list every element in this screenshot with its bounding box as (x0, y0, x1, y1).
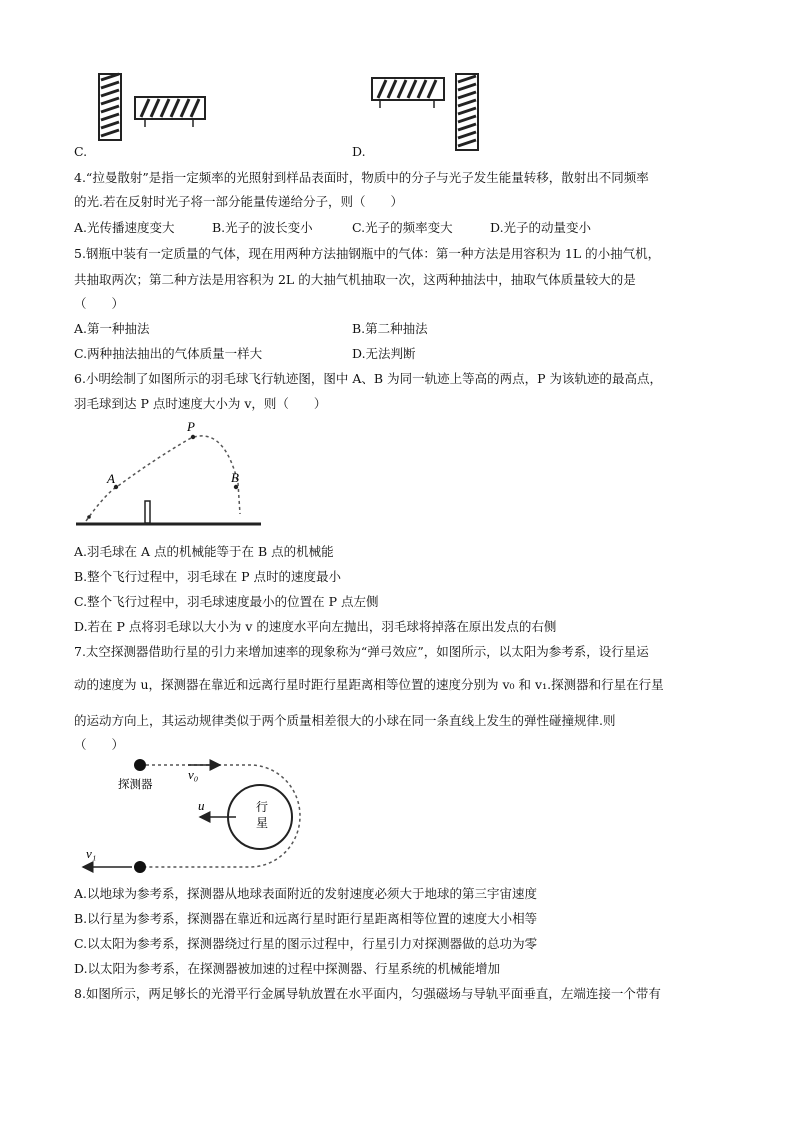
q4-stem-line1: 4.“拉曼散射”是指一定频率的光照射到样品表面时，物质中的分子与光子发生能量转移，散射出不同频率 (74, 170, 649, 185)
q4-option-d: D.光子的动量变小 (490, 220, 592, 235)
q6-option-b: B.整个飞行过程中，羽毛球在 P 点时的速度最小 (74, 569, 342, 584)
q7-stem-line2: 动的速度为 u，探测器在靠近和远离行星时距行星距离相等位置的速度分别为 v₀ 和 v₁.探测器和行星在行星 (74, 677, 664, 692)
label-u: u (198, 798, 205, 813)
option-d-label: D. (352, 144, 366, 159)
figure-shuttlecock-trajectory (76, 418, 266, 533)
figure-option-d (370, 72, 490, 152)
q5-stem-line3: （ ） (74, 296, 125, 311)
q6-option-a: A.羽毛球在 A 点的机械能等于在 B 点的机械能 (74, 544, 334, 559)
label-p: P (187, 419, 195, 434)
q5-stem-line2: 共抽取两次；第二种方法是用容积为 2L 的大抽气机抽取一次，这两种抽法中，抽取气体质量较大的是 (74, 272, 636, 287)
q6-stem-line2: 羽毛球到达 P 点时速度大小为 v，则（ ） (74, 396, 327, 411)
net (145, 501, 150, 523)
point-p (191, 435, 195, 439)
figure-slingshot-effect (80, 757, 330, 882)
probe-outgoing (134, 861, 146, 873)
point-b (234, 485, 238, 489)
q5-stem-line1: 5.钢瓶中装有一定质量的气体，现在用两种方法抽钢瓶中的气体：第一种方法是用容积为 1L 的小抽气机， (74, 246, 661, 261)
figure-option-c (95, 72, 215, 142)
q4-option-b: B.光子的波长变小 (212, 220, 313, 235)
label-a: A (107, 471, 115, 486)
q7-stem-line3: 的运动方向上，其运动规律类似于两个质量相差很大的小球在同一条直线上发生的弹性碰撞规律.则 (74, 713, 616, 728)
q6-option-c: C.整个飞行过程中，羽毛球速度最小的位置在 P 点左侧 (74, 594, 379, 609)
q6-stem-line1: 6.小明绘制了如图所示的羽毛球飞行轨迹图，图中 A、B 为同一轨迹上等高的两点，P 为该轨迹的最高点， (74, 371, 662, 386)
label-planet-1: 行 (256, 800, 269, 814)
q4-option-c: C.光子的频率变大 (352, 220, 453, 235)
q7-option-c: C.以太阳为参考系，探测器绕过行星的图示过程中，行星引力对探测器做的总功为零 (74, 936, 538, 951)
q5-option-a: A.第一种抽法 (74, 321, 150, 336)
label-v1: v₁ (86, 846, 97, 861)
label-b: B (231, 470, 239, 485)
option-c-label: C. (74, 144, 88, 159)
q7-option-a: A.以地球为参考系，探测器从地球表面附近的发射速度必须大于地球的第三宇宙速度 (74, 886, 538, 901)
q6-option-d: D.若在 P 点将羽毛球以大小为 v 的速度水平向左抛出，羽毛球将掉落在原出发点的右侧 (74, 619, 557, 634)
q7-stem-line4: （ ） (74, 737, 125, 752)
probe-incoming (134, 759, 146, 771)
label-planet-2: 星 (256, 816, 269, 830)
q4-stem-line2: 的光.若在反射时光子将一部分能量传递给分子，则（ ） (74, 194, 403, 209)
q8-stem-line1: 8.如图所示，两足够长的光滑平行金属导轨放置在水平面内，匀强磁场与导轨平面垂直，左端连接一个带有 (74, 986, 661, 1001)
q5-option-c: C.两种抽法抽出的气体质量一样大 (74, 346, 263, 361)
q5-option-b: B.第二种抽法 (352, 321, 428, 336)
q5-option-d: D.无法判断 (352, 346, 416, 361)
launch-point (87, 515, 91, 519)
q7-stem-line1: 7.太空探测器借助行星的引力来增加速率的现象称为“弹弓效应”，如图所示，以太阳为参考系，设行星运 (74, 644, 649, 659)
q7-option-b: B.以行星为参考系，探测器在靠近和远离行星时距行星距离相等位置的速度大小相等 (74, 911, 538, 926)
q4-option-a: A.光传播速度变大 (74, 220, 175, 235)
label-v0: v₀ (188, 767, 199, 782)
q7-option-d: D.以太阳为参考系，在探测器被加速的过程中探测器、行星系统的机械能增加 (74, 961, 501, 976)
label-probe: 探测器 (118, 777, 153, 791)
